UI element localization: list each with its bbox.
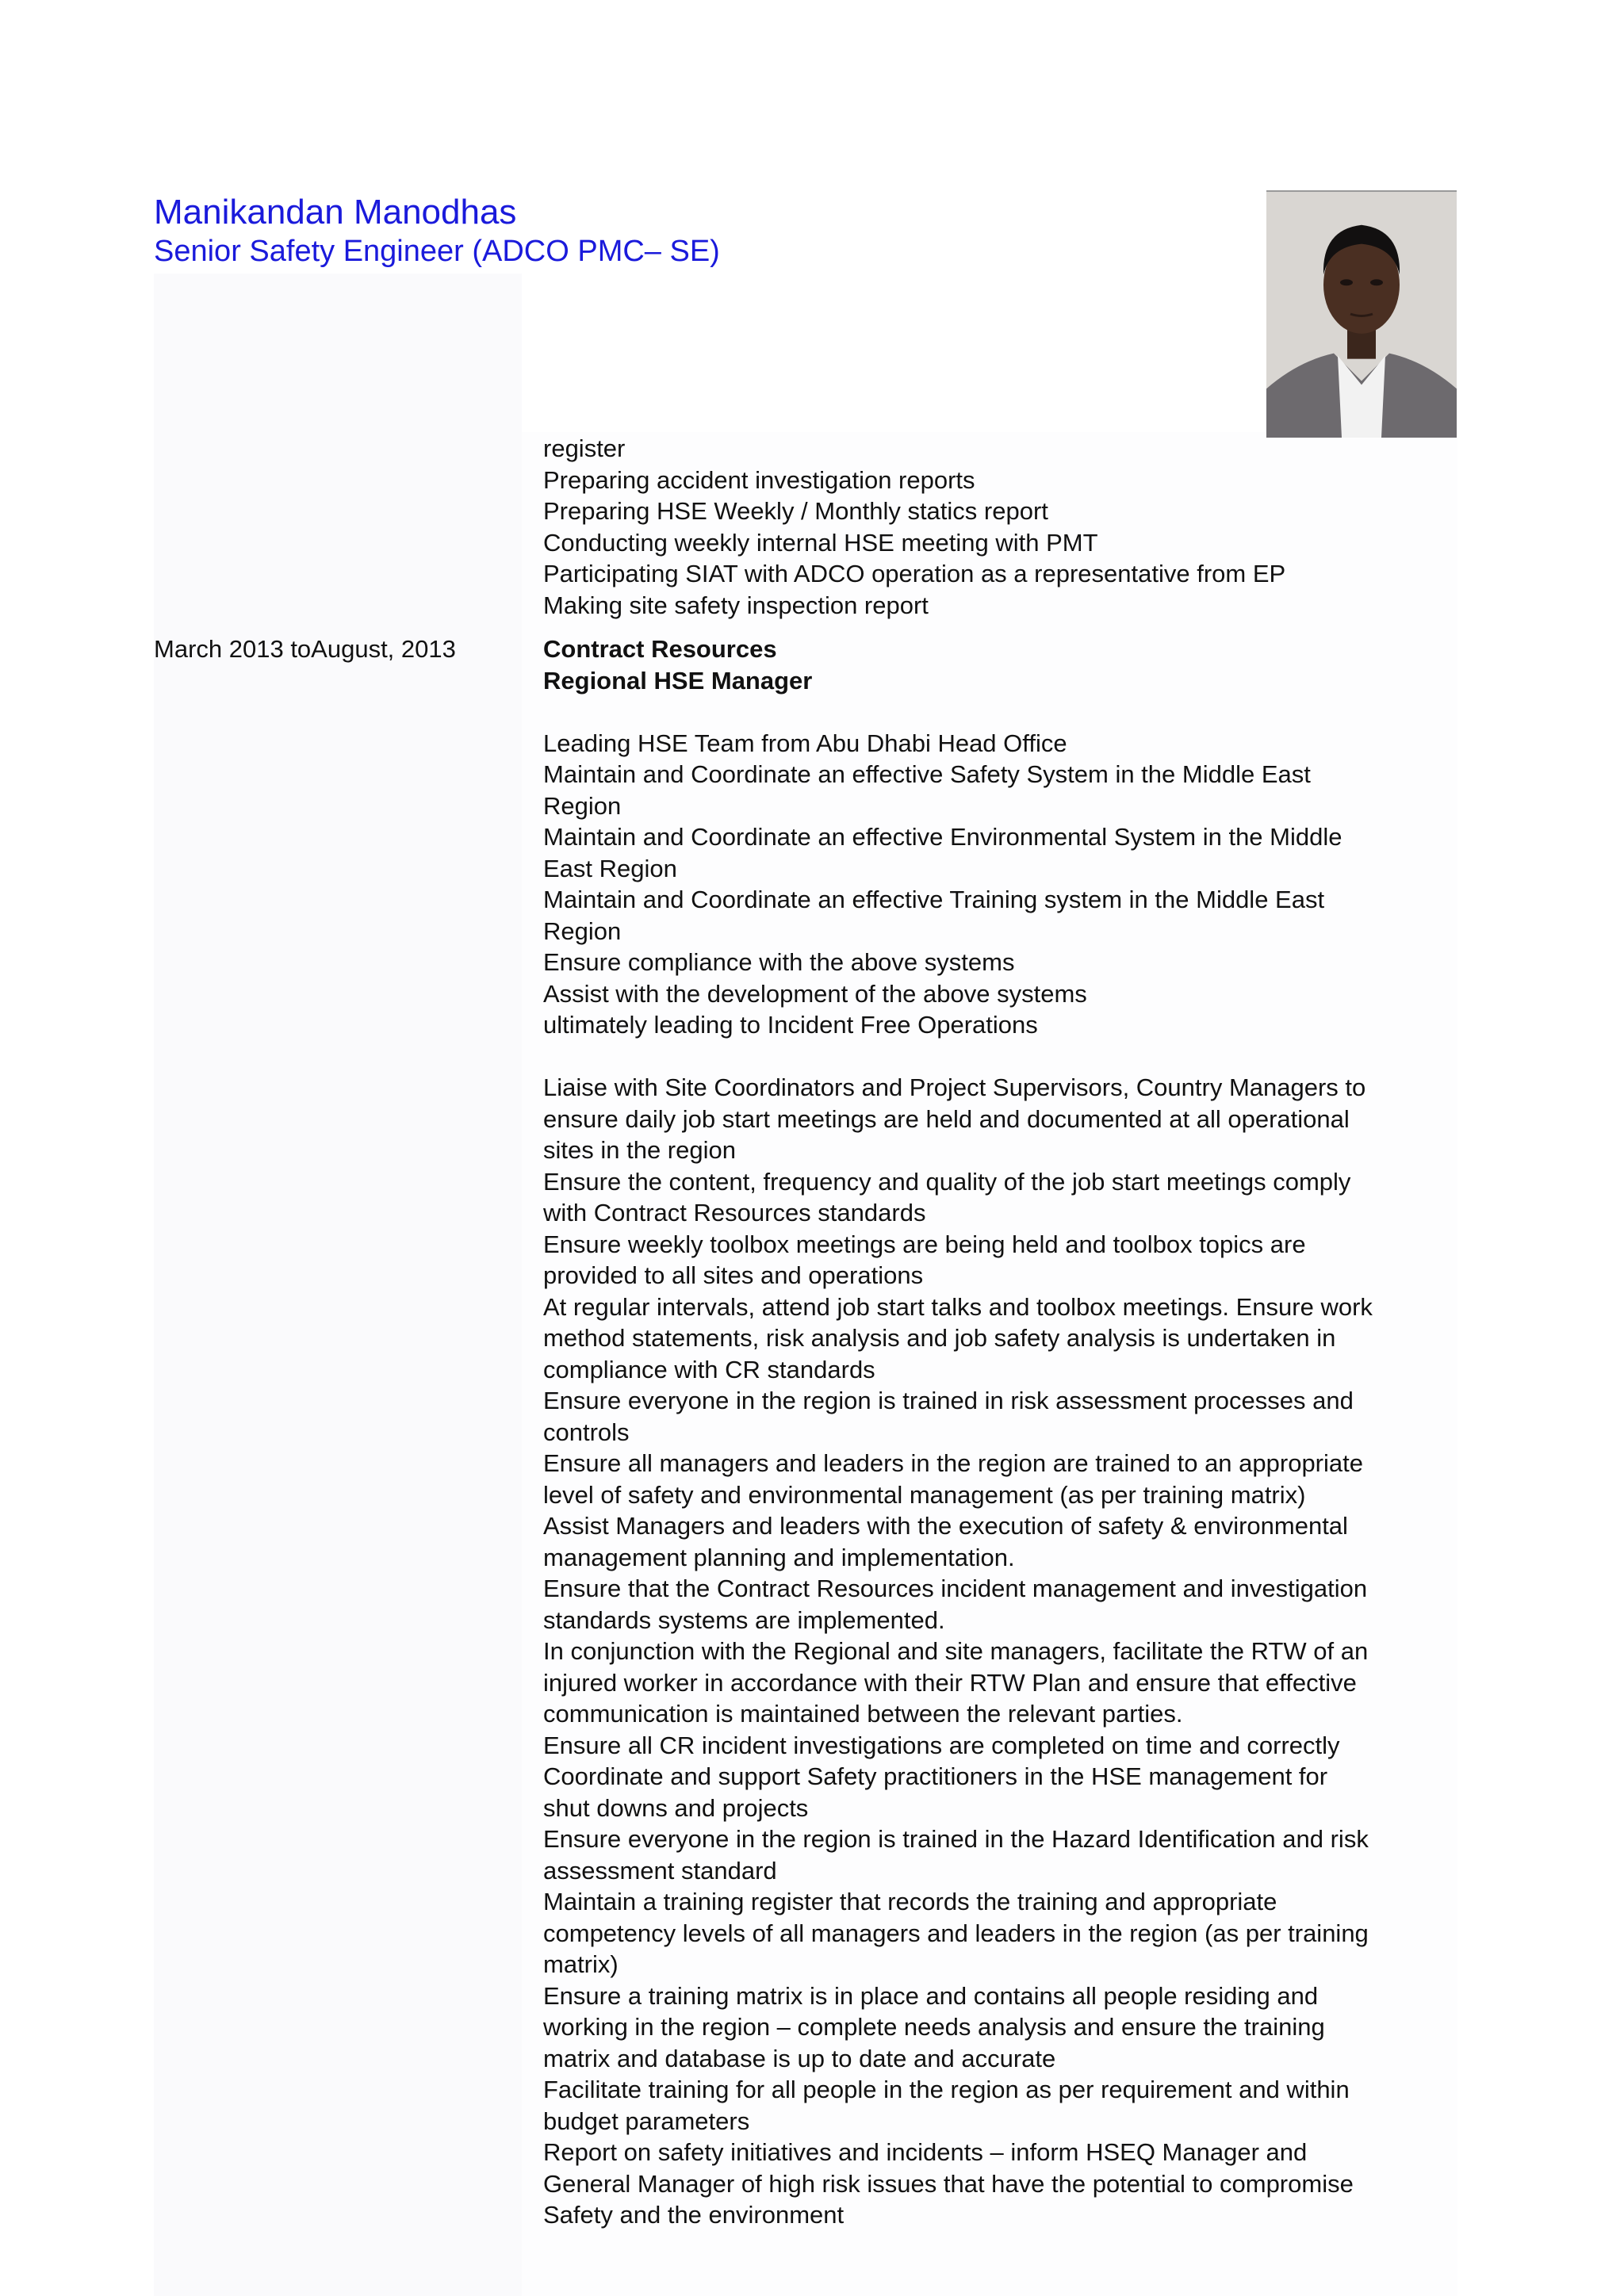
duty-line: level of safety and environmental management (as per training matrix) [543, 1480, 1306, 1509]
duty-line: Assist Managers and leaders with the execution of safety & environmental [543, 1512, 1348, 1540]
duty-line: Coordinate and support Safety practitioners in the HSE management for [543, 1762, 1328, 1790]
portrait-illustration [1266, 192, 1457, 438]
duty-line: register [543, 434, 626, 462]
duty-line: compliance with CR standards [543, 1355, 875, 1383]
job-date: March 2013 toAugust, 2013 [154, 635, 456, 663]
duty-line: Preparing HSE Weekly / Monthly statics report [543, 497, 1048, 525]
duty-line: shut downs and projects [543, 1793, 809, 1822]
duty-line: method statements, risk analysis and job safety analysis is undertaken in [543, 1324, 1336, 1352]
job-duties [543, 696, 1479, 2231]
duty-line [543, 696, 1479, 728]
duty-line: Conducting weekly internal HSE meeting with PMT [543, 528, 1098, 557]
duty-line: communication is maintained between the relevant parties. [543, 1700, 1183, 1728]
duty-line: Maintain and Coordinate an effective Training system in the Middle East [543, 886, 1325, 913]
job-section [543, 633, 1479, 2231]
duty-line: provided to all sites and operations [543, 1261, 924, 1289]
duty-line: Maintain a training register that records the training and appropriate [543, 1888, 1277, 1915]
duty-line: At regular intervals, attend job start talks and toolbox meetings. Ensure work [543, 1292, 1373, 1321]
duty-line: East Region [543, 854, 677, 882]
profile-photo [1266, 190, 1457, 438]
job-company: Contract Resources [543, 635, 777, 663]
duty-line: Assist with the development of the above systems [543, 979, 1087, 1008]
duty-line: matrix) [543, 1950, 619, 1978]
candidate-title: Senior Safety Engineer (ADCO PMC– SE) [154, 235, 720, 268]
duty-line: Ensure a training matrix is in place and contains all people residing and [543, 1981, 1319, 2010]
duty-line: matrix and database is up to date and accurate [543, 2044, 1056, 2072]
duty-line: sites in the region [543, 1136, 736, 1164]
duty-line: with Contract Resources standards [543, 1199, 926, 1226]
duty-line: In conjunction with the Regional and site managers, facilitate the RTW of an [543, 1637, 1369, 1665]
duty-line: Safety and the environment [543, 2201, 845, 2229]
duty-line: standards systems are implemented. [543, 1605, 945, 1634]
duty-line: assessment standard [543, 1856, 777, 1885]
duty-line: Making site safety inspection report [543, 591, 929, 619]
duty-line: management planning and implementation. [543, 1543, 1015, 1571]
duty-line: budget parameters [543, 2107, 750, 2135]
duty-line: Maintain and Coordinate an effective Safety System in the Middle East [543, 760, 1311, 788]
duty-line: Ensure all CR incident investigations are completed on time and correctly [543, 1731, 1340, 1759]
candidate-name: Manikandan Manodhas [154, 193, 517, 232]
duty-line: ultimately leading to Incident Free Operations [543, 1011, 1038, 1039]
left-column-shade [154, 274, 522, 2296]
previous-role-duties [543, 433, 1479, 621]
duty-line: Region [543, 916, 622, 945]
duty-line: Ensure everyone in the region is trained in risk assessment processes and [543, 1387, 1354, 1414]
duty-line: Preparing accident investigation reports [543, 465, 975, 494]
duty-line: Region [543, 791, 622, 820]
duty-line: Liaise with Site Coordinators and Project Supervisors, Country Managers to [543, 1073, 1366, 1101]
duty-line: Facilitate training for all people in the region as per requirement and within [543, 2076, 1350, 2103]
duty-line: Ensure the content, frequency and quality of the job start meetings comply [543, 1167, 1351, 1196]
duty-line: ensure daily job start meetings are held and documented at all operational [543, 1104, 1350, 1133]
duty-line: Leading HSE Team from Abu Dhabi Head Office [543, 729, 1067, 757]
duty-line [543, 1041, 1479, 1073]
job-position: Regional HSE Manager [543, 666, 813, 695]
duty-line: Participating SIAT with ADCO operation as a representative from EP [543, 560, 1286, 587]
duty-line: Maintain and Coordinate an effective Environmental System in the Middle [543, 823, 1342, 851]
duty-line: Ensure compliance with the above systems [543, 948, 1015, 976]
duty-line: Report on safety initiatives and incidents – inform HSEQ Manager and [543, 2138, 1308, 2166]
duty-line: Ensure all managers and leaders in the region are trained to an appropriate [543, 1449, 1363, 1477]
duty-line: General Manager of high risk issues that have the potential to compromise [543, 2169, 1354, 2198]
duty-line: injured worker in accordance with their RTW Plan and ensure that effective [543, 1668, 1357, 1697]
duty-line: Ensure everyone in the region is trained in the Hazard Identification and risk [543, 1825, 1369, 1853]
duty-line: controls [543, 1418, 630, 1446]
duty-line: Ensure that the Contract Resources incident management and investigation [543, 1575, 1368, 1602]
duty-line: Ensure weekly toolbox meetings are being held and toolbox topics are [543, 1230, 1306, 1258]
duty-line: competency levels of all managers and leaders in the region (as per training [543, 1919, 1369, 1947]
duty-line: working in the region – complete needs analysis and ensure the training [543, 2013, 1325, 2041]
